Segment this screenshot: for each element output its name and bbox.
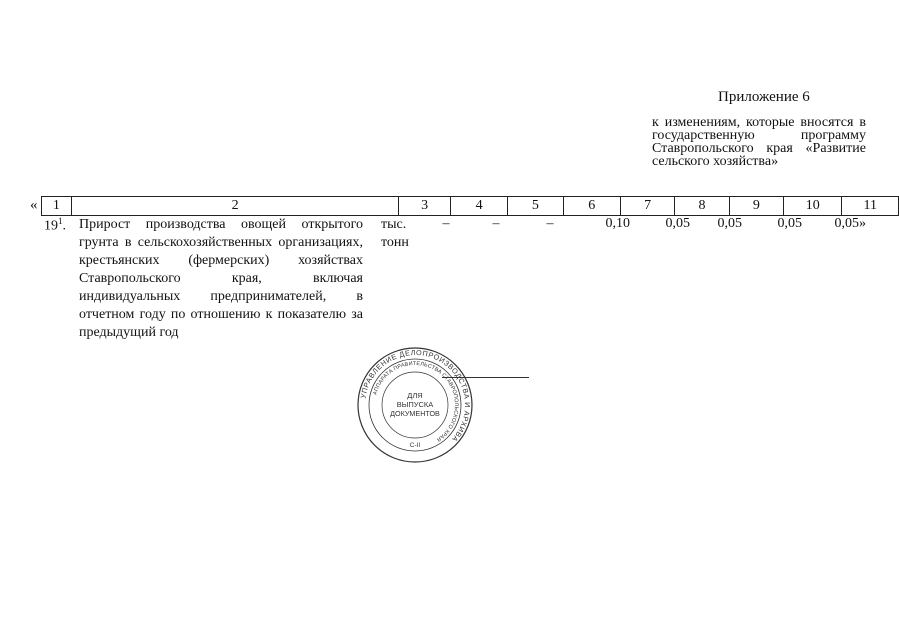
value-col9: 0,05 [717, 216, 742, 231]
indicator-name: Прирост производства овощей открытого грунта в сельскохозяйственных организациях, крестьянских (фермерских) хозяйствах Ставропольского края, включая индивидуальных предпринимателей, в отчетном году по отношению к показателю за предыдущий год [79, 217, 363, 340]
open-quote: « [30, 197, 38, 213]
document-stamp [356, 346, 474, 464]
stamp-line-2: ВЫПУСКА [396, 400, 434, 409]
header-row [42, 197, 899, 216]
value-col8: 0,05 [665, 216, 690, 231]
value-col6: – [546, 216, 554, 231]
stamp-inner-text: АППАРАТА ПРАВИТЕЛЬСТВА СТАВРОПОЛЬСКОГО КРАЯ [372, 360, 460, 443]
header-cell: 3 [399, 197, 450, 216]
stamp-code: С-II [409, 442, 421, 449]
header-cell: 4 [450, 197, 507, 216]
indicator-table-header [41, 196, 899, 216]
value-col7: 0,10 [605, 216, 630, 231]
header-cell: 2 [71, 197, 399, 216]
header-cell: 7 [620, 197, 674, 216]
stamp-line-1: ДЛЯ [407, 391, 423, 400]
header-cell: 9 [729, 197, 783, 216]
annex-description: к изменениям, которые вносятся в государственную программу Ставропольского края «Развитие сельского хозяйства» [652, 115, 866, 169]
stamp-line-3: ДОКУМЕНТОВ [390, 409, 440, 418]
value-col5: – [492, 216, 500, 231]
header-cell: 10 [784, 197, 842, 216]
annex-title: Приложение 6 [718, 89, 810, 105]
row-number: $19^1$. [44, 216, 66, 234]
header-cell: 6 [563, 197, 620, 216]
stamp-outer-text: УПРАВЛЕНИЕ ДЕЛОПРОИЗВОДСТВА И АРХИВА [358, 347, 473, 444]
header-cell: 5 [508, 197, 563, 216]
value-col11: 0,05» [834, 216, 866, 231]
header-cell: 11 [842, 197, 899, 216]
unit-of-measure: тыс. тонн [381, 217, 409, 250]
value-col4: – [442, 216, 450, 231]
value-col10: 0,05 [777, 216, 802, 231]
header-cell: 8 [675, 197, 729, 216]
header-cell: 1 [42, 197, 72, 216]
